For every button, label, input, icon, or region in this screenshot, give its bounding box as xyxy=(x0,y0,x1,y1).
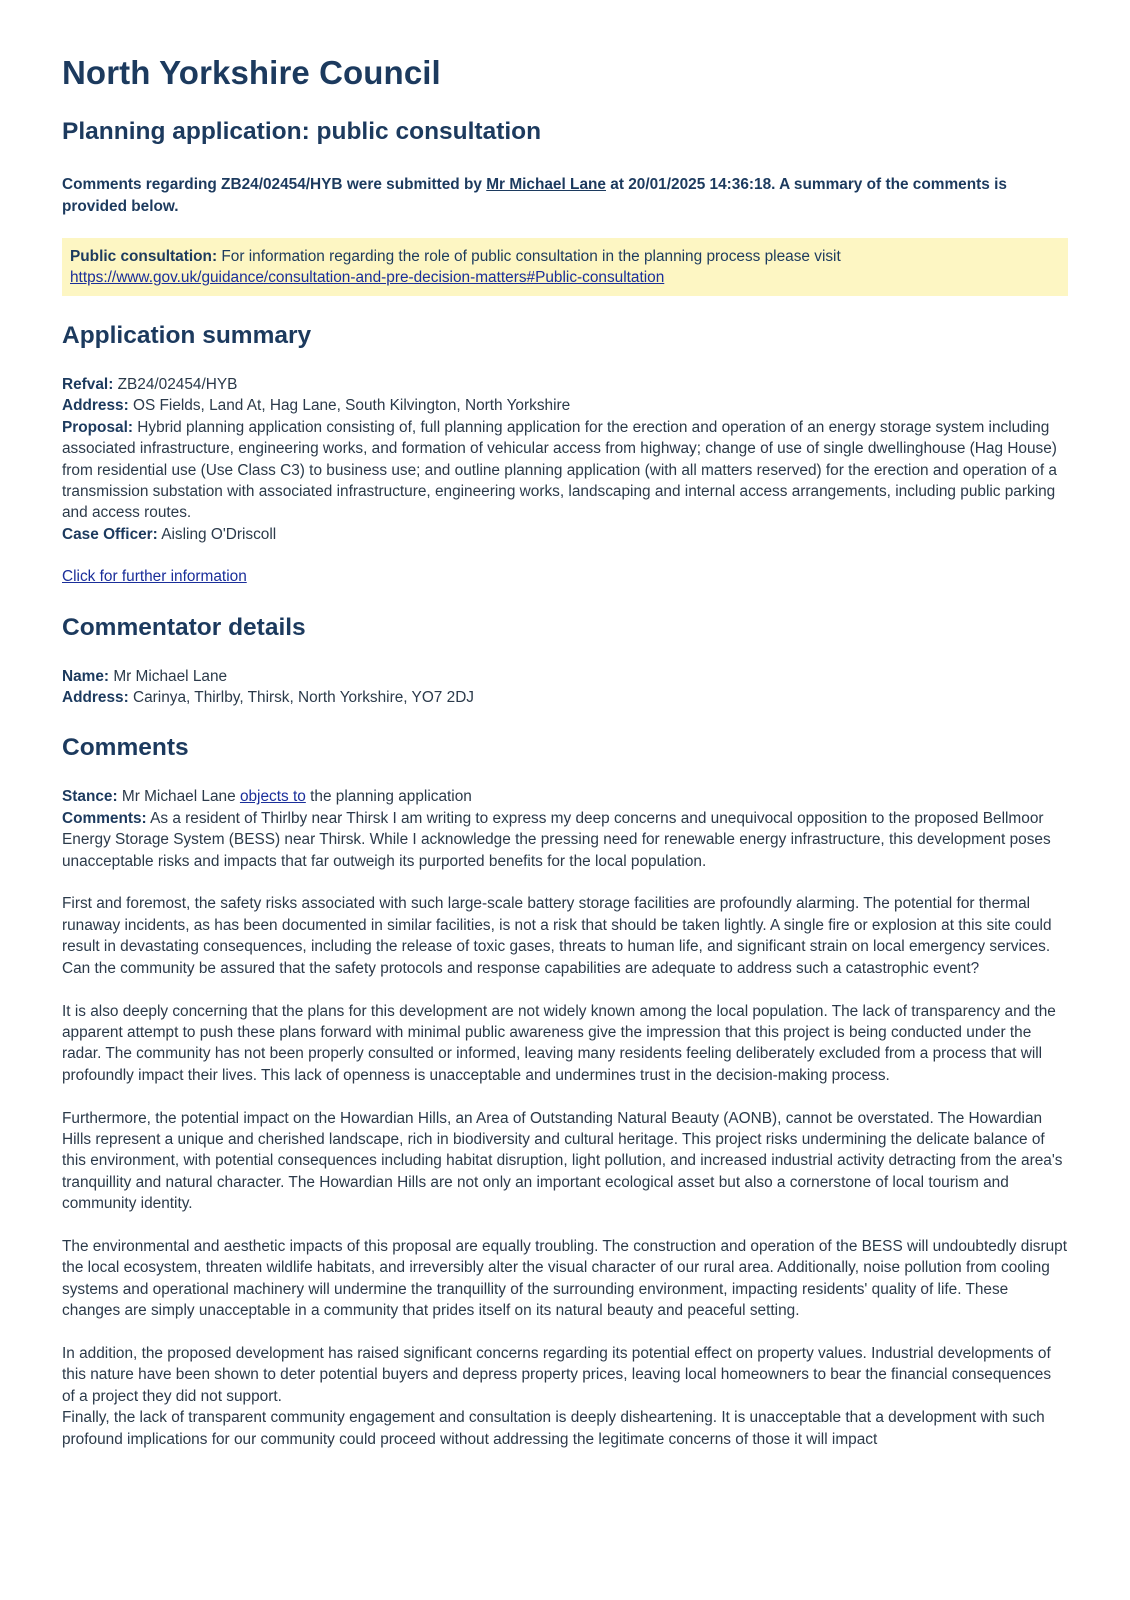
banner-text: For information regarding the role of public consultation in the planning process please visit xyxy=(217,248,841,265)
comment-paragraph-1: As a resident of Thirlby near Thirsk I am writing to express my deep concerns and unequivocal opposition to the proposed Bellmoor Energy Storage System (BESS) near Thirsk. While I acknowledge the pressing need for renewable energy infrastructure, this development poses unacceptable risks and impacts that far outweigh its purported benefits for the local population. xyxy=(62,809,1051,870)
stance-text-start: Mr Michael Lane xyxy=(117,788,240,806)
stance-text-end: the planning application xyxy=(305,788,472,806)
application-summary xyxy=(62,374,1068,545)
commentator-heading: Commentator details xyxy=(62,613,306,641)
refval-value: ZB24/02454/HYB xyxy=(113,376,238,393)
comments-label: Comments: xyxy=(62,809,147,827)
submission-intro xyxy=(62,174,1068,218)
comment-paragraph-6: In addition, the proposed development has raised significant concerns regarding its potential effect on property values. Industrial developments of this nature have been shown to deter potential buyers and depress property prices, leaving local homeowners to bear the financial consequences of a project they did not support. xyxy=(62,1344,1052,1405)
proposal-value: Hybrid planning application consisting of, full planning application for the erection and operation of an energy storage system including associated infrastructure, engineering works, and formation of vehicular access from highway; change of use of single dwellinghouse (Hag House) from residential use (Use Class C3) to business use; and outline planning application (with all matters reserved) for the erection and operation of a transmission substation with associated infrastructure, engineering works, landscaping and internal access arrangements, including public parking and access routes. xyxy=(62,418,1057,522)
stance-link[interactable]: objects to xyxy=(239,788,306,806)
comment-paragraph-4: Furthermore, the potential impact on the Howardian Hills, an Area of Outstanding Natural Beauty (AONB), cannot be overstated. The Howardian Hills represent a unique and cherished landscape, rich in biodiversity and cultural heritage. This project risks undermining the delicate balance of this environment, with potential consequences including habitat disruption, light pollution, and increased industrial activity detracting from the area's tranquillity and natural character. The Howardian Hills are not only an important ecological asset but also a cornerstone of local tourism and community identity. xyxy=(62,1109,1063,1213)
guidance-link[interactable]: https://www.gov.uk/guidance/consultation-and-pre-decision-matters#Public-consultation xyxy=(70,269,665,286)
council-title: North Yorkshire Council xyxy=(62,54,441,91)
application-summary-heading: Application summary xyxy=(62,322,312,349)
comment-paragraph-2: First and foremost, the safety risks associated with such large-scale battery storage facilities are profoundly alarming. The potential for thermal runaway incidents, as has been documented in similar facilities, is not a risk that should be taken lightly. A single fire or explosion at this site could result in devastating consequences, including the release of toxic gases, threats to human life, and significant strain on local emergency services. Can the community be assured that the safety protocols and response capabilities are adequate to address such a catastrophic event? xyxy=(62,895,1052,977)
commentator-address-label: Address: xyxy=(62,689,129,707)
commentator-name: Mr Michael Lane xyxy=(109,667,228,685)
comments-heading: Comments xyxy=(62,734,189,762)
intro-text-end: at 20/01/2025 14:36:18. A summary of the comments is provided below. xyxy=(62,176,1007,215)
comment-paragraph-7: Finally, the lack of transparent community engagement and consultation is deeply disheartening. It is unacceptable that a development with such profound implications for our community could proceed without addressing the legitimate concerns of those it will impact xyxy=(62,1409,1045,1448)
banner-label: Public consultation: xyxy=(70,248,218,265)
address-label: Address: xyxy=(62,397,129,415)
stance-label: Stance: xyxy=(62,788,118,806)
case-officer-value: Aisling O'Driscoll xyxy=(157,525,277,543)
comment-paragraph-3: It is also deeply concerning that the plans for this development are not widely known among the local population. The lack of transparency and the apparent attempt to push these plans forward with minimal public awareness give the impression that this project is being conducted under the radar. The community has not been properly consulted or informed, leaving many residents feeling deliberately excluded from a process that will profoundly impact their lives. This lack of openness is unacceptable and undermines trust in the decision-making process. xyxy=(62,1002,1056,1084)
comment-paragraph-5: The environmental and aesthetic impacts of this proposal are equally troubling. The construction and operation of the BESS will undoubtedly disrupt the local ecosystem, threaten wildlife habitats, and irreversibly alter the visual character of our rural area. Additionally, noise pollution from cooling systems and operational machinery will undermine the tranquillity of the surrounding environment, impacting residents' quality of life. These changes are simply unacceptable in a community that prides itself on its natural beauty and peaceful setting. xyxy=(62,1237,1067,1320)
comments-body xyxy=(62,786,1068,1450)
page-subtitle: Planning application: public consultation xyxy=(62,118,542,145)
proposal-label: Proposal: xyxy=(62,418,133,436)
address-value: OS Fields, Land At, Hag Lane, South Kilvington, North Yorkshire xyxy=(128,397,571,415)
commentator-name-label: Name: xyxy=(62,667,110,685)
commentator-address: Carinya, Thirlby, Thirsk, North Yorkshire, YO7 2DJ xyxy=(128,689,474,707)
commentator-details xyxy=(62,666,1068,709)
further-information-link[interactable]: Click for further information xyxy=(62,568,247,586)
intro-text-start: Comments regarding ZB24/02454/HYB were submitted by xyxy=(62,176,487,193)
consultation-banner xyxy=(62,238,1068,296)
case-officer-label: Case Officer: xyxy=(62,525,158,543)
submitter-link[interactable]: Mr Michael Lane xyxy=(486,176,606,193)
refval-label: Refval: xyxy=(62,376,114,393)
